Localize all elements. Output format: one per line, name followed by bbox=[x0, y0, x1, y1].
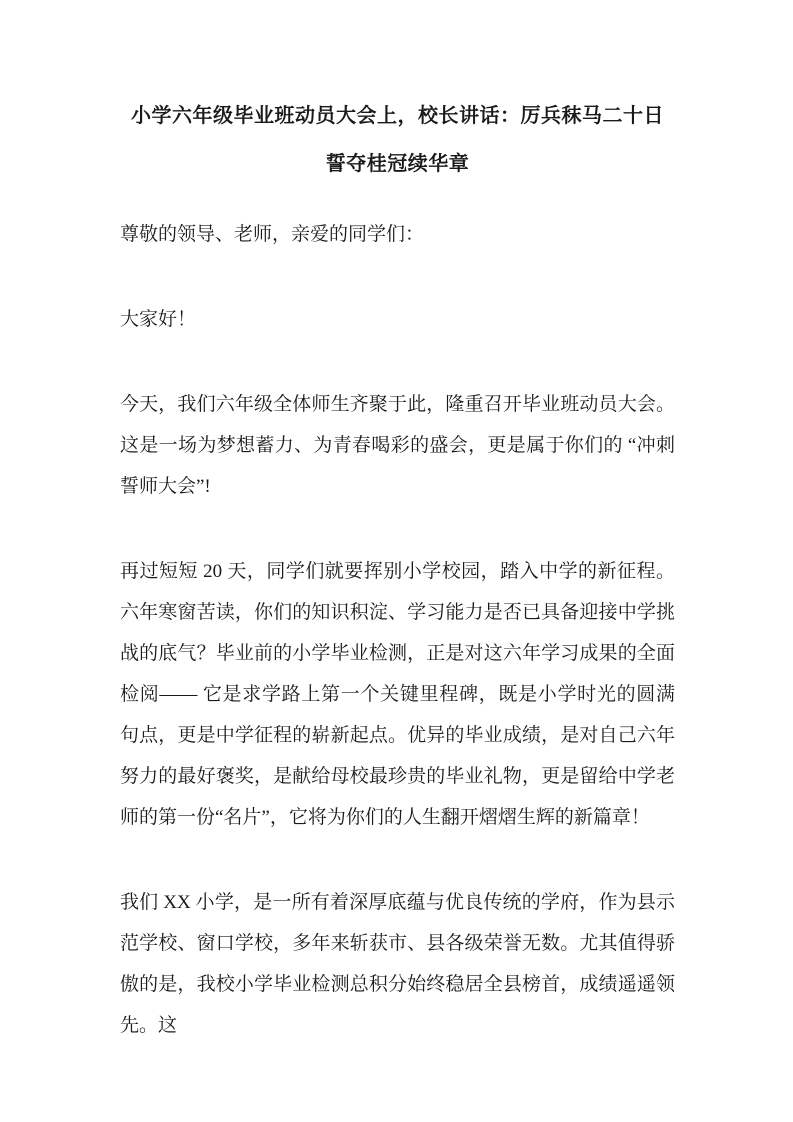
paragraph: 再过短短 20 天，同学们就要挥别小学校园，踏入中学的新征程。六年寒窗苦读，你们的知识积淀、学习能力是否已具备迎接中学挑战的底气？毕业前的小学毕业检测，正是对这六年学习成果的全面检阅—— 它是求学路上第一个关键里程碑，既是小学时光的圆满句点，更是中学征程的崭新起点。优异的毕业成绩，是对自己六年努力的最好褒奖，是献给母校最珍贵的毕业礼物，更是留给中学老师的第一份“名片”，它将为你们的人生翻开熠熠生辉的新篇章！ bbox=[120, 561, 675, 828]
paragraph: 大家好！ bbox=[120, 309, 197, 330]
document-body bbox=[120, 214, 675, 1046]
paragraph: 我们 XX 小学，是一所有着深厚底蕴与优良传统的学府，作为县示范学校、窗口学校，多年来斩获市、县各级荣誉无数。尤其值得骄傲的是，我校小学毕业检测总积分始终稳居全县榜首，成绩遥遥领先。这 bbox=[120, 892, 675, 1036]
paragraph: 尊敬的领导、老师，亲爱的同学们： bbox=[120, 224, 425, 245]
paragraph: 今天，我们六年级全体师生齐聚于此，隆重召开毕业班动员大会。这是一场为梦想蓄力、为青春喝彩的盛会，更是属于你们的 “冲刺誓师大会”! bbox=[120, 394, 675, 497]
document-title: 小学六年级毕业班动员大会上，校长讲话：厉兵秣马二十日 誓夺桂冠续华章 bbox=[131, 105, 664, 175]
